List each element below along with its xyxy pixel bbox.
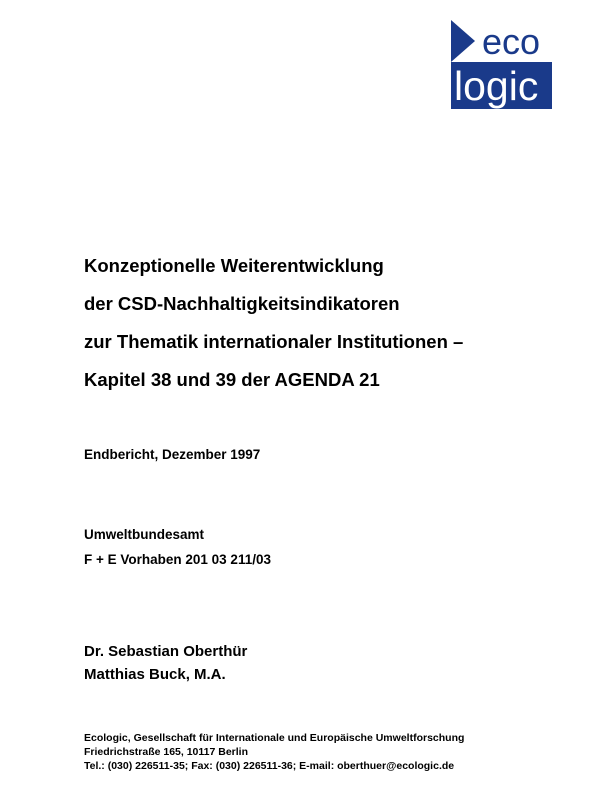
logo-eco-text: eco bbox=[482, 21, 541, 62]
project-number: F + E Vorhaben 201 03 211/03 bbox=[84, 552, 271, 567]
report-type-date: Endbericht, Dezember 1997 bbox=[84, 447, 261, 462]
footer-contact bbox=[84, 731, 464, 773]
title-line-2: der CSD-Nachhaltigkeitsindikatoren bbox=[84, 293, 400, 314]
author-2: Matthias Buck, M.A. bbox=[84, 666, 226, 683]
logo-logic-text: logic bbox=[454, 63, 539, 109]
client-name: Umweltbundesamt bbox=[84, 527, 205, 542]
title-line-4: Kapitel 38 und 39 der AGENDA 21 bbox=[84, 369, 380, 390]
document-title bbox=[84, 256, 584, 408]
footer-organization: Ecologic, Gesellschaft für Internationale und Europäische Umweltforschung bbox=[84, 732, 465, 744]
title-line-3: zur Thematik internationaler Institutionen – bbox=[84, 331, 464, 352]
author-1: Dr. Sebastian Oberthür bbox=[84, 643, 248, 660]
title-line-1: Konzeptionelle Weiterentwicklung bbox=[84, 255, 384, 276]
authors-block bbox=[84, 643, 247, 689]
client-block bbox=[84, 527, 271, 577]
ecologic-logo bbox=[451, 20, 552, 109]
logo-arrow-icon bbox=[451, 20, 475, 62]
footer-address: Friedrichstraße 165, 10117 Berlin bbox=[84, 746, 249, 758]
footer-contact-line: Tel.: (030) 226511-35; Fax: (030) 226511-36; E-mail: oberthuer@ecologic.de bbox=[84, 760, 455, 772]
